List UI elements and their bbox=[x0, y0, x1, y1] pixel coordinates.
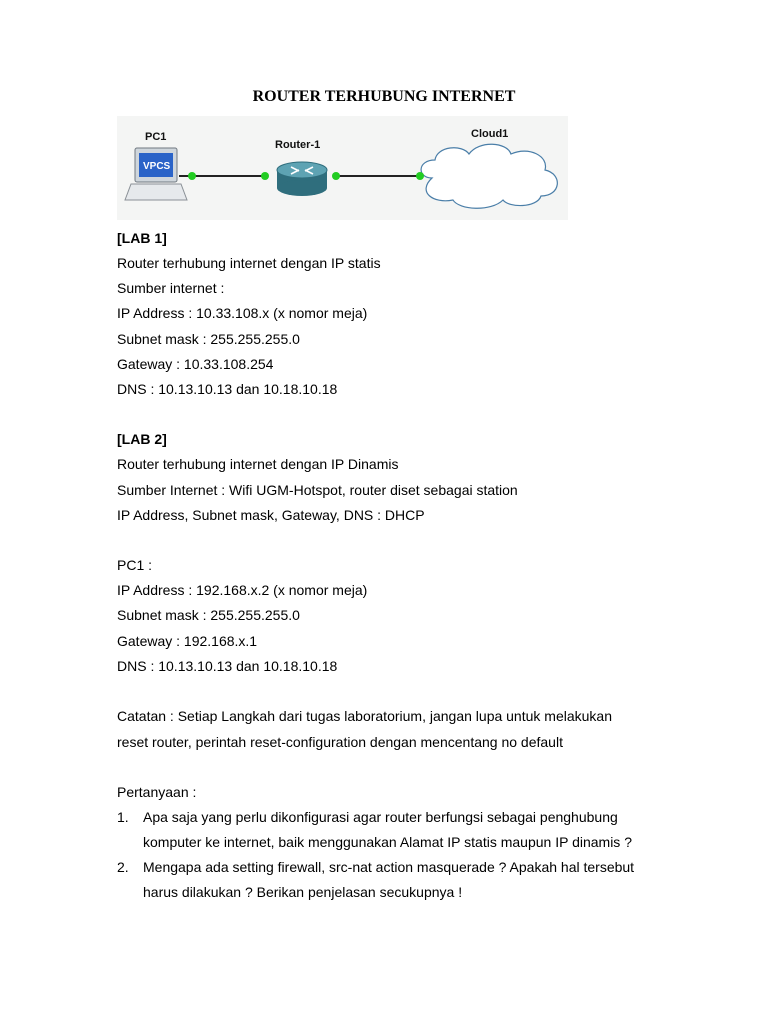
cloud-label: Cloud1 bbox=[471, 128, 509, 140]
link-endpoint-dot bbox=[261, 172, 269, 180]
router-label: Router-1 bbox=[275, 139, 321, 151]
lab2-line: IP Address, Subnet mask, Gateway, DNS : DHCP bbox=[117, 507, 425, 523]
lab1-line: Subnet mask : 255.255.255.0 bbox=[117, 331, 300, 347]
page-title: ROUTER TERHUBUNG INTERNET bbox=[252, 88, 516, 105]
lab2-line: Router terhubung internet dengan IP Dinamis bbox=[117, 456, 399, 472]
lab1-line: DNS : 10.13.10.13 dan 10.18.10.18 bbox=[117, 381, 338, 397]
note-line: Catatan : Setiap Langkah dari tugas laboratorium, jangan lupa untuk melakukan bbox=[117, 708, 612, 724]
question-number: 2. bbox=[117, 859, 129, 875]
pc1-line: IP Address : 192.168.x.2 (x nomor meja) bbox=[117, 582, 368, 598]
lab1-line: Gateway : 10.33.108.254 bbox=[117, 356, 274, 372]
pc1-line: Gateway : 192.168.x.1 bbox=[117, 633, 258, 649]
lab1-line: IP Address : 10.33.108.x (x nomor meja) bbox=[117, 305, 368, 321]
cloud-icon bbox=[421, 144, 557, 208]
lab1-line: Sumber internet : bbox=[117, 280, 225, 296]
router-icon bbox=[277, 162, 327, 196]
link-endpoint-dot bbox=[188, 172, 196, 180]
question-item bbox=[117, 855, 657, 905]
note-line: reset router, perintah reset-configuration dengan mencentang no default bbox=[117, 734, 563, 750]
question-number: 1. bbox=[117, 809, 129, 825]
pc1-line: Subnet mask : 255.255.255.0 bbox=[117, 607, 300, 623]
link-endpoint-dot bbox=[332, 172, 340, 180]
pc1-line: DNS : 10.13.10.13 dan 10.18.10.18 bbox=[117, 658, 338, 674]
questions-heading: Pertanyaan : bbox=[117, 784, 197, 800]
network-topology-diagram bbox=[117, 116, 568, 220]
question-item bbox=[117, 805, 657, 855]
link-endpoint-dot bbox=[416, 172, 424, 180]
question-text-line: harus dilakukan ? Berikan penjelasan secukupnya ! bbox=[143, 884, 463, 900]
question-text-line: Apa saja yang perlu dikonfigurasi agar router berfungsi sebagai penghubung bbox=[143, 809, 618, 825]
pc1-screen-text: VPCS bbox=[143, 161, 171, 172]
pc1-label: PC1 bbox=[145, 131, 167, 143]
question-text-line: Mengapa ada setting firewall, src-nat action masquerade ? Apakah hal tersebut bbox=[143, 859, 635, 875]
lab1-heading: [LAB 1] bbox=[117, 230, 167, 246]
lab2-heading: [LAB 2] bbox=[117, 431, 167, 447]
pc1-heading: PC1 : bbox=[117, 557, 153, 573]
lab2-line: Sumber Internet : Wifi UGM-Hotspot, router diset sebagai station bbox=[117, 482, 518, 498]
question-text-line: komputer ke internet, baik menggunakan Alamat IP statis maupun IP dinamis ? bbox=[143, 834, 632, 850]
lab1-line: Router terhubung internet dengan IP statis bbox=[117, 255, 381, 271]
